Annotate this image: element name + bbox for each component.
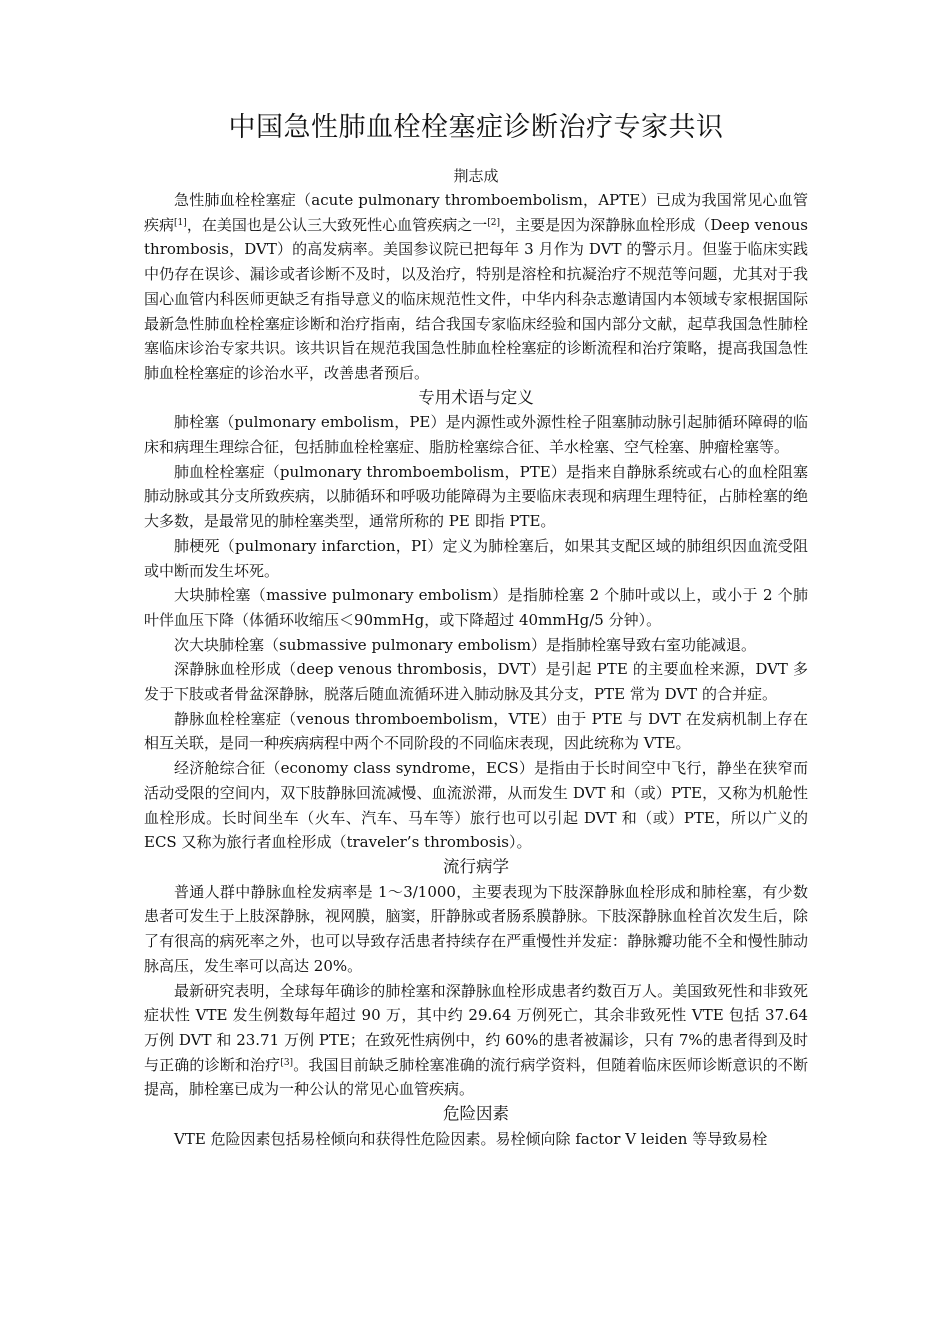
author-name: 荆志成 bbox=[453, 167, 499, 185]
intro-text-part-3: ，主要是因为深静脉血栓形成（Deep venous thrombosis，DVT）的高发病率。美国参议院已把每年 3 月作为 DVT 的警示月。但鉴于临床实践中仍存在误诊、漏诊或者诊断不及时，以及治疗，特别是溶栓和抗凝治疗不规范等问题，尤其对于我国心血管内科医师更缺乏有指导意义的临床规范性文件，中华内科杂志邀请国内本领域专家根据国际最新急性肺血栓栓塞症诊断和治疗指南，结合我国专家临床经验和国内部分文献，起草我国急性肺栓塞临床诊治专家共识。该共识旨在规范我国急性肺血栓栓塞症的诊断流程和治疗策略，提高我国急性肺血栓栓塞症的诊治水平，改善患者预后。 bbox=[144, 215, 808, 382]
definition-massive-pe: 大块肺栓塞（massive pulmonary embolism）是指肺栓塞 2 个肺叶或以上，或小于 2 个肺叶伴血压下降（体循环收缩压＜90mmHg，或下降超过 40mmHg/5 分钟）。 bbox=[144, 586, 808, 629]
section-heading-epidemiology: 流行病学 bbox=[443, 856, 509, 876]
intro-text-part-1: 急性肺血栓栓塞症（acute pulmonary thromboembolism，APTE）已成为我国常见心血管疾病 bbox=[144, 191, 808, 234]
epidemiology-text-part-2: 。我国目前缺乏肺栓塞准确的流行病学资料，但随着临床医师诊断意识的不断提高，肺栓塞已成为一种公认的常见心血管疾病。 bbox=[144, 1055, 808, 1099]
document-page bbox=[144, 108, 808, 1151]
epidemiology-text-part-1: 最新研究表明，全球每年确诊的肺栓塞和深静脉血栓形成患者约数百万人。美国致死性和非致死症状性 VTE 发生例数每年超过 90 万，其中约 29.64 万例死亡，其余非致死性 VTE 包括 37.64 万例 DVT 和 23.71 万例 PTE；在致死性病例中，约 60%的患者被漏诊，只有 7%的患者得到及时与正确的诊断和治疗 bbox=[144, 981, 808, 1074]
definition-pi: 肺梗死（pulmonary infarction，PI）定义为肺栓塞后，如果其支配区域的肺组织因血流受阻或中断而发生坏死。 bbox=[144, 536, 808, 580]
definition-submassive-pe: 次大块肺栓塞（submassive pulmonary embolism）是指肺栓塞导致右室功能减退。 bbox=[174, 635, 757, 654]
epidemiology-paragraph-1: 普通人群中静脉血栓发病率是 1～3/1000，主要表现为下肢深静脉血栓形成和肺栓塞，有少数患者可发生于上肢深静脉，视网膜，脑窦，肝静脉或者肠系膜静脉。下肢深静脉血栓首次发生后，除了有很高的病死率之外，也可以导致存活患者持续存在严重慢性并发症：静脉瓣功能不全和慢性肺动脉高压，发生率可以高达 20%。 bbox=[144, 882, 808, 975]
citation-ref-3: [3] bbox=[280, 1057, 294, 1068]
section-heading-risk-factors: 危险因素 bbox=[443, 1104, 509, 1124]
definition-vte: 静脉血栓栓塞症（venous thromboembolism，VTE）由于 PTE 与 DVT 在发病机制上存在相互关联，是同一种疾病病程中两个不同阶段的不同临床表现，因此统称为 VTE。 bbox=[144, 709, 808, 753]
definition-pte: 肺血栓栓塞症（pulmonary thromboembolism，PTE）是指来自静脉系统或右心的血栓阻塞肺动脉或其分支所致疾病，以肺循环和呼吸功能障碍为主要临床表现和病理生理特征，占肺栓塞的绝大多数，是最常见的肺栓塞类型，通常所称的 PE 即指 PTE。 bbox=[144, 462, 808, 531]
section-heading-terms: 专用术语与定义 bbox=[418, 387, 534, 407]
definition-pe: 肺栓塞（pulmonary embolism，PE）是内源性或外源性栓子阻塞肺动脉引起肺循环障碍的临床和病理生理综合征，包括肺血栓栓塞症、脂肪栓塞综合征、羊水栓塞、空气栓塞、肿瘤栓塞等。 bbox=[144, 413, 808, 457]
epidemiology-paragraph-2 bbox=[144, 979, 808, 1103]
citation-ref-1: [1] bbox=[174, 217, 187, 228]
risk-factors-paragraph: VTE 危险因素包括易栓倾向和获得性危险因素。易栓倾向除 factor V leiden 等导致易栓 bbox=[174, 1129, 768, 1148]
citation-ref-2: [2] bbox=[487, 217, 501, 228]
document-title: 中国急性肺血栓栓塞症诊断治疗专家共识 bbox=[228, 112, 724, 143]
definition-ecs: 经济舱综合征（economy class syndrome，ECS）是指由于长时间空中飞行，静坐在狭窄而活动受限的空间内，双下肢静脉回流减慢、血流淤滞，从而发生 DVT 和（或）PTE，又称为机舱性血栓形成。长时间坐车（火车、汽车、马车等）旅行也可以引起 DVT 和（或）PTE，所以广义的 ECS 又称为旅行者血栓形成（traveler’s thrombosis）。 bbox=[144, 759, 808, 852]
intro-paragraph bbox=[144, 188, 808, 386]
definition-dvt: 深静脉血栓形成（deep venous thrombosis，DVT）是引起 PTE 的主要血栓来源，DVT 多发于下肢或者骨盆深静脉，脱落后随血流循环进入肺动脉及其分支，PTE 常为 DVT 的合并症。 bbox=[144, 660, 808, 704]
intro-text-part-2: ，在美国也是公认三大致死性心血管疾病之一 bbox=[186, 215, 488, 234]
